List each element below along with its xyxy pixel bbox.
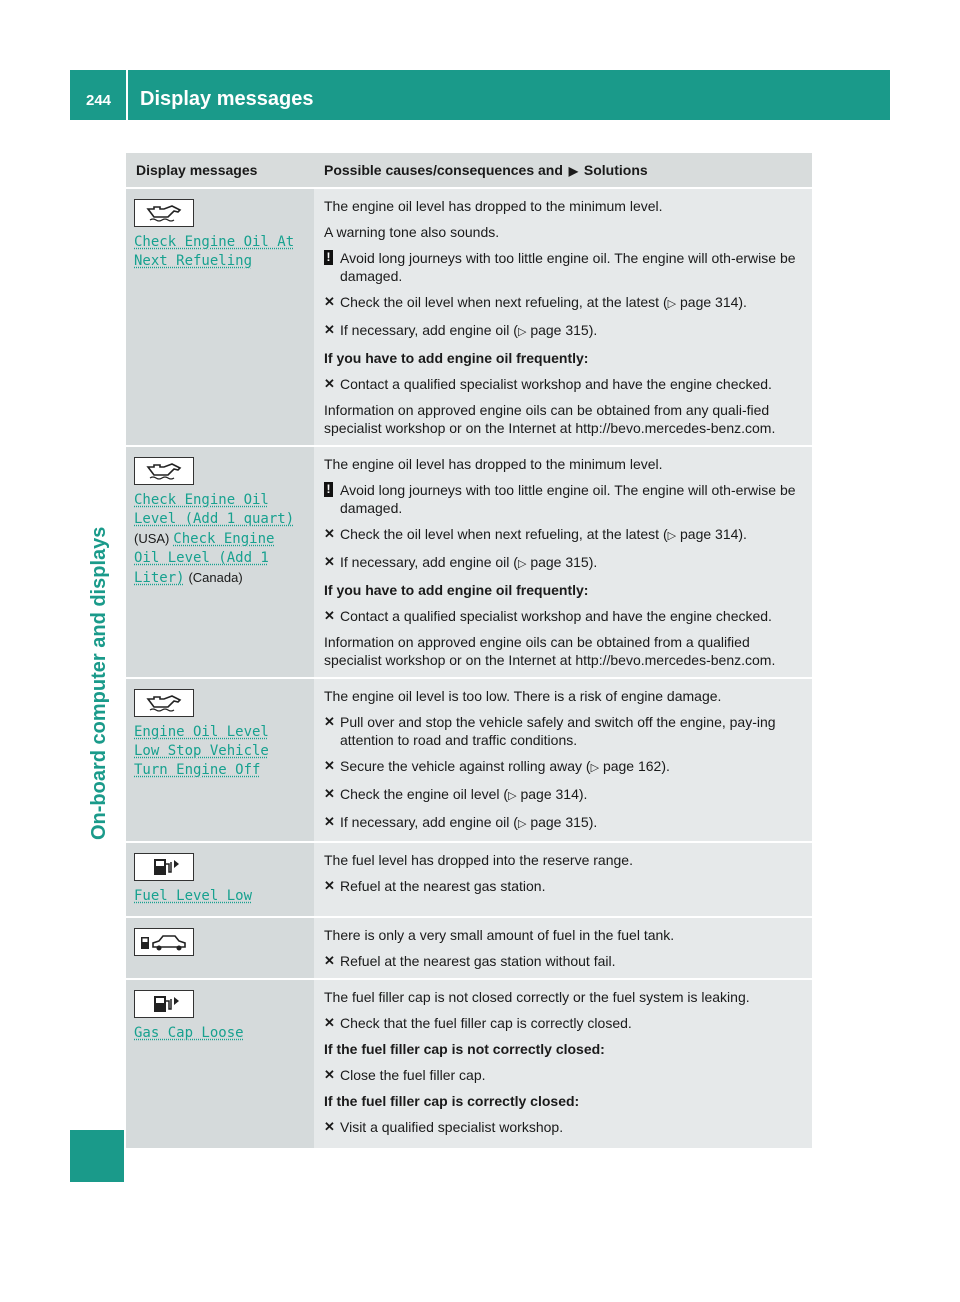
solution-cell [314,679,812,843]
oil-can-icon [134,199,194,227]
page-ref-link[interactable]: page 314). [520,786,588,802]
play-arrow-icon: ▶ [568,164,579,178]
page-ref-icon [518,326,526,338]
solution-step [324,813,804,833]
solution-cell [314,843,812,918]
region-label: (Canada) [188,570,243,585]
bold-heading: If you have to add engine oil frequently: [324,350,589,366]
message-text: Check Engine [173,531,275,547]
solution-step: ✕ Pull over and stop the vehicle safely and switch off the engine, pay-ing attention to road and traffic conditions. [324,713,804,749]
table-header-row [126,153,812,189]
table-row [126,980,812,1150]
warning-note [324,481,804,517]
solution-step: ✕ Check that the fuel filler cap is correctly closed. [324,1014,804,1032]
message-cell [126,189,314,447]
solution-step [324,757,804,777]
oil-can-icon [134,457,194,485]
step-text: Check the oil level when next refueling, at the latest ( [340,294,668,310]
step-text: If necessary, add engine oil ( [340,322,518,338]
message-text: Gas Cap Loose [134,1025,244,1041]
cause-text: A warning tone also sounds. [324,224,500,240]
col-solutions-label: Solutions [583,162,648,178]
solution-cell [314,918,812,980]
page-ref-icon [518,558,526,570]
cause-text: The engine oil level has dropped to the minimum level. [324,198,663,214]
message-text: Liter) [134,570,185,586]
solution-step: ✕ Contact a qualified specialist workshop and have the engine checked. [324,375,804,393]
message-cell [126,843,314,918]
page-number: 244 [86,92,112,109]
table-row [126,447,812,679]
page-ref-icon [668,298,676,310]
solution-step [324,785,804,805]
step-text: If necessary, add engine oil ( [340,814,518,830]
message-text: Oil Level (Add 1 [134,550,269,566]
display-messages-table [126,153,812,1150]
info-text: Information on approved engine oils can be obtained from a qualified specialist workshop or on the Internet at http://bevo.mercedes-benz.com. [324,634,776,668]
message-cell [126,679,314,843]
page-ref-icon [668,530,676,542]
warning-icon: ! [324,482,333,497]
page-ref-link[interactable]: page 315). [530,814,598,830]
warning-text: Avoid long journeys with too little engine oil. The engine will oth-erwise be damaged. [340,482,796,516]
info-text: Information on approved engine oils can be obtained from any quali-fied specialist workshop or on the Internet at http://bevo.mercedes-benz.com. [324,402,776,436]
message-cell [126,447,314,679]
col-causes-label: Possible causes/consequences and [324,162,563,178]
table-row [126,918,812,980]
solution-step: ✕ Refuel at the nearest gas station without fail. [324,952,804,970]
solution-cell [314,980,812,1150]
bold-heading: If the fuel filler cap is not correctly closed: [324,1041,605,1057]
solution-step [324,553,804,573]
fuel-reserve-car-icon [134,928,194,956]
cause-text: The engine oil level has dropped to the minimum level. [324,456,663,472]
page-ref-icon [508,790,516,802]
col-causes-solutions [314,153,812,189]
page-ref-icon [518,818,526,830]
cause-text: The fuel level has dropped into the reserve range. [324,852,633,868]
solution-step [324,525,804,545]
page-header [70,70,890,120]
step-text: Check the oil level when next refueling, at the latest ( [340,526,668,542]
step-text: Secure the vehicle against rolling away ( [340,758,591,774]
oil-can-icon [134,689,194,717]
solution-step: ✕ Close the fuel filler cap. [324,1066,804,1084]
page-ref-icon [591,762,599,774]
page-title: Display messages [140,88,314,110]
solution-cell [314,447,812,679]
solution-step [324,293,804,313]
message-text: Check Engine Oil [134,492,269,508]
table-row [126,189,812,447]
table-row [126,679,812,843]
fuel-pump-icon [134,853,194,881]
solution-step [324,321,804,341]
fuel-pump-icon [134,990,194,1018]
step-text: If necessary, add engine oil ( [340,554,518,570]
section-side-label: On-board computer and displays [88,526,110,840]
bold-heading: If the fuel filler cap is correctly closed: [324,1093,580,1109]
section-tab-marker [70,1130,124,1182]
warning-icon: ! [324,250,333,265]
table-row [126,843,812,918]
message-text: Fuel Level Low [134,888,253,904]
message-cell [126,918,314,980]
page-ref-link[interactable]: page 314). [680,294,747,310]
solution-step: ✕ Refuel at the nearest gas station. [324,877,804,895]
message-text: Turn Engine Off [134,762,261,778]
solution-cell [314,189,812,447]
region-label: (USA) [134,531,170,546]
solution-step: ✕ Visit a qualified specialist workshop. [324,1118,804,1136]
message-text: Low Stop Vehicle [134,743,269,759]
bold-heading: If you have to add engine oil frequently: [324,582,589,598]
warning-text: Avoid long journeys with too little engine oil. The engine will oth-erwise be damaged. [340,250,796,284]
message-cell [126,980,314,1150]
cause-text: There is only a very small amount of fuel in the fuel tank. [324,927,675,943]
col-display-messages: Display messages [126,153,314,189]
message-text: Check Engine Oil At [134,234,295,250]
warning-note [324,249,804,285]
cause-text: The engine oil level is too low. There is a risk of engine damage. [324,688,722,704]
step-text: Check the engine oil level ( [340,786,509,802]
page-ref-link[interactable]: page 315). [530,554,598,570]
message-text: Engine Oil Level [134,724,269,740]
solution-step: ✕ Contact a qualified specialist workshop and have the engine checked. [324,607,804,625]
page-ref-link[interactable]: page 314). [680,526,747,542]
page-ref-link[interactable]: page 315). [530,322,598,338]
cause-text: The fuel filler cap is not closed correctly or the fuel system is leaking. [324,989,750,1005]
page-ref-link[interactable]: page 162). [602,758,670,774]
message-text: Level (Add 1 quart) [134,511,295,527]
message-text: Next Refueling [134,253,253,269]
header-divider [126,70,128,120]
